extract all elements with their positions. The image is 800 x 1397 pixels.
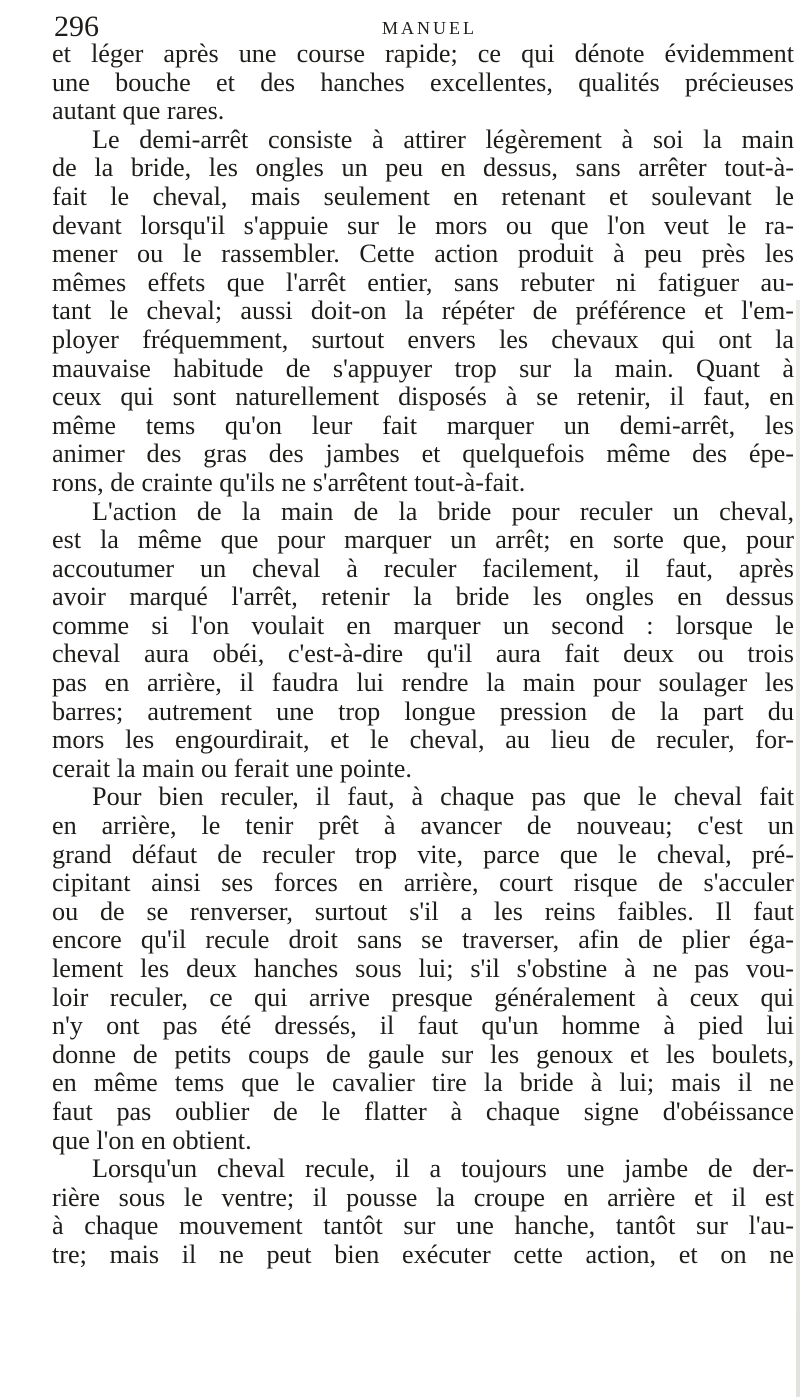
text-line: cerait la main ou ferait une pointe. — [52, 753, 412, 783]
text-line: rons, de crainte qu'ils ne s'arrêtent tout-à-fait. — [52, 467, 526, 497]
text-line: à chaque mouvement tantôt sur une hanche, tantôt sur l'au- — [52, 1211, 794, 1241]
text-line: en même tems que le cavalier tire la bride à lui; mais il ne — [52, 1068, 794, 1098]
text-line: loir reculer, ce qui arrive presque généralement à ceux qui — [52, 982, 794, 1012]
text-line: cipitant ainsi ses forces en arrière, court risque de s'acculer — [52, 868, 794, 898]
text-line: tant le cheval; aussi doit-on la répéter de préférence et l'em- — [52, 296, 794, 326]
text-line: grand défaut de reculer trop vite, parce que le cheval, pré- — [52, 839, 794, 869]
text-line: tre; mais il ne peut bien exécuter cette action, et on ne — [52, 1239, 794, 1269]
text-line: accoutumer un cheval à reculer facilement, il faut, après — [52, 553, 794, 583]
text-line: une bouche et des hanches excellentes, qualités précieuses — [52, 67, 794, 97]
text-line: de la bride, les ongles un peu en dessus, sans arrêter tout-à- — [52, 153, 794, 183]
text-line: comme si l'on voulait en marquer un second : lorsque le — [52, 610, 794, 640]
body-text — [52, 40, 794, 1270]
text-line: autant que rares. — [52, 96, 225, 126]
text-line: cheval aura obéi, c'est-à-dire qu'il aura fait deux ou trois — [52, 639, 794, 669]
text-line: en arrière, le tenir prêt à avancer de nouveau; c'est un — [52, 811, 794, 841]
text-line: animer des gras des jambes et quelquefois même des épe- — [52, 439, 794, 469]
paragraph-start: Lorsqu'un cheval recule, il a toujours une jambe de der- — [92, 1154, 794, 1184]
text-line: mors les engourdirait, et le cheval, au lieu de reculer, for- — [52, 725, 794, 755]
page-number: 296 — [54, 10, 99, 43]
text-line: pas en arrière, il faudra lui rendre la main pour soulager les — [52, 668, 794, 698]
text-line: mêmes effets que l'arrêt entier, sans rebuter ni fatiguer au- — [52, 267, 794, 297]
paragraph-start: L'action de la main de la bride pour reculer un cheval, — [92, 496, 794, 526]
text-line: avoir marqué l'arrêt, retenir la bride les ongles en dessus — [52, 582, 794, 612]
text-line: rière sous le ventre; il pousse la croupe en arrière et il est — [52, 1182, 794, 1212]
text-line: est la même que pour marquer un arrêt; en sorte que, pour — [52, 525, 794, 555]
text-line: même tems qu'on leur fait marquer un demi-arrêt, les — [52, 410, 794, 440]
text-line: donne de petits coups de gaule sur les genoux et les boulets, — [52, 1039, 794, 1069]
text-line: devant lorsqu'il s'appuie sur le mors ou que l'on veut le ra- — [52, 210, 794, 240]
text-line: n'y ont pas été dressés, il faut qu'un homme à pied lui — [52, 1011, 794, 1041]
text-line: que l'on en obtient. — [52, 1125, 252, 1155]
text-line: barres; autrement une trop longue pression de la part du — [52, 696, 794, 726]
page-edge-shadow — [796, 300, 800, 1397]
text-line: ceux qui sont naturellement disposés à se retenir, il faut, en — [52, 382, 794, 412]
text-line: encore qu'il recule droit sans se traverser, afin de plier éga- — [52, 925, 794, 955]
text-line: et léger après une course rapide; ce qui dénote évidemment — [52, 39, 794, 68]
text-line: mener ou le rassembler. Cette action produit à peu près les — [52, 239, 794, 269]
text-line: ou de se renverser, surtout s'il a les reins faibles. Il faut — [52, 896, 794, 926]
text-line: fait le cheval, mais seulement en retenant et soulevant le — [52, 181, 794, 211]
text-line: mauvaise habitude de s'appuyer trop sur la main. Quant à — [52, 353, 794, 383]
text-line: faut pas oublier de le flatter à chaque signe d'obéissance — [52, 1096, 794, 1126]
paragraph-start: Pour bien reculer, il faut, à chaque pas que le cheval fait — [92, 782, 794, 812]
paragraph-start: Le demi-arrêt consiste à attirer légèrement à soi la main — [92, 124, 794, 154]
running-title: MANUEL — [382, 18, 477, 38]
text-line: lement les deux hanches sous lui; s'il s'obstine à ne pas vou- — [52, 954, 794, 983]
text-line: ployer fréquemment, surtout envers les chevaux qui ont la — [52, 324, 794, 354]
